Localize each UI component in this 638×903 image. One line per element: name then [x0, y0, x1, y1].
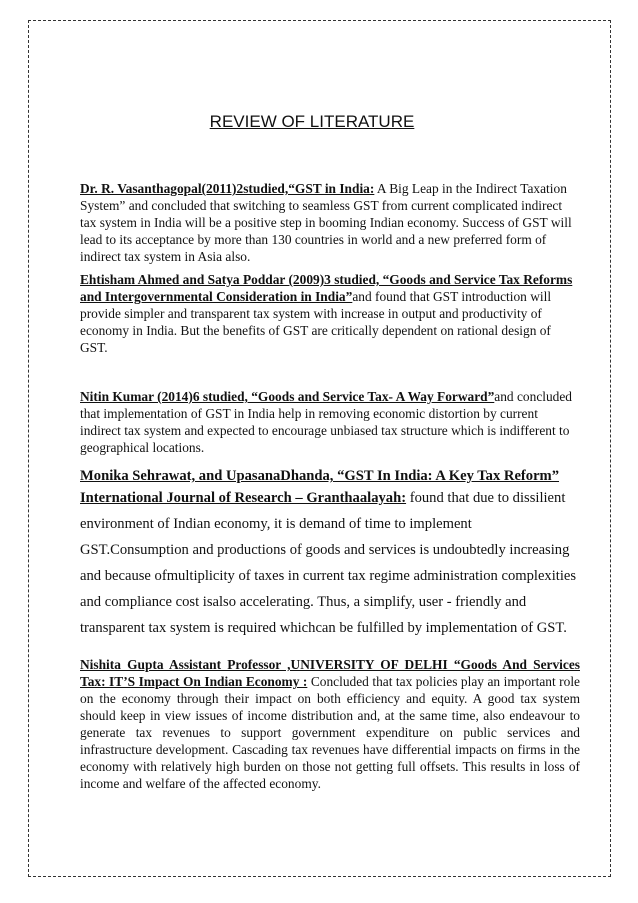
literature-entry	[80, 388, 580, 456]
literature-entry	[80, 656, 580, 792]
entry-heading: Nitin Kumar (2014)6 studied, “Goods and Service Tax- A Way Forward”	[80, 389, 495, 404]
entry-body: Concluded that tax policies play an important role on the economy through their impact on both efficiency and equity. A good tax system should keep in view issues of income distribution and, at the same time, also endeavour to generate tax revenues to support government expenditure on public services and infrastructure development. Cascading tax revenues have differential impacts on firms in the economy with relatively high burden on those not getting full offsets. This results in loss of income and welfare of the affected economy.	[80, 674, 580, 791]
entry-body: A Big Leap in the Indirect Taxation System” and concluded that switching to seamless GST from current complicated indirect tax system in India will be a positive step in booming Indian economy. Success of GST will lead to its acceptance by more than 130 countries in world and a new preferred form of indirect tax system in Asia also.	[80, 181, 572, 264]
page-title: REVIEW OF LITERATURE	[209, 112, 415, 131]
entry-heading: Dr. R. Vasanthagopal(2011)2studied,“GST in India:	[80, 181, 375, 196]
literature-entry	[80, 467, 580, 641]
entry-heading: Monika Sehrawat, and UpasanaDhanda, “GST In India: A Key Tax Reform” International Journal of Research – Granthaalayah:	[80, 468, 560, 506]
entry-heading: Nishita Gupta Assistant Professor ,UNIVERSITY OF DELHI “Goods And Services Tax: IT’S Impact On Indian Economy :	[80, 657, 580, 689]
entry-body: and concluded that implementation of GST in India help in removing economic distortion by current indirect tax system and expected to encourage unbiased tax structure which is indifferent to geographical locations.	[80, 389, 573, 455]
entry-body: found that due to dissilient environment of Indian economy, it is demand of time to implement GST.Consumption and productions of goods and services is undoubtedly increasing and because ofmultiplicity of taxes in current tax regime administration complexities and compliance cost isalso accelerating. Thus, a simplify, user - friendly and transparent tax system is required whichcan be fulfilled by implementation of GST.	[80, 490, 577, 636]
entry-heading: Ehtisham Ahmed and Satya Poddar (2009)3 studied, “Goods and Service Tax Reforms and Intergovernmental Consideration in India”	[80, 272, 573, 304]
literature-entry	[80, 271, 580, 356]
entry-body: and found that GST introduction will provide simpler and transparent tax system with increase in output and productivity of economy in India. But the benefits of GST are critically dependent on rational design of GST.	[80, 289, 552, 355]
literature-entry	[80, 180, 580, 265]
